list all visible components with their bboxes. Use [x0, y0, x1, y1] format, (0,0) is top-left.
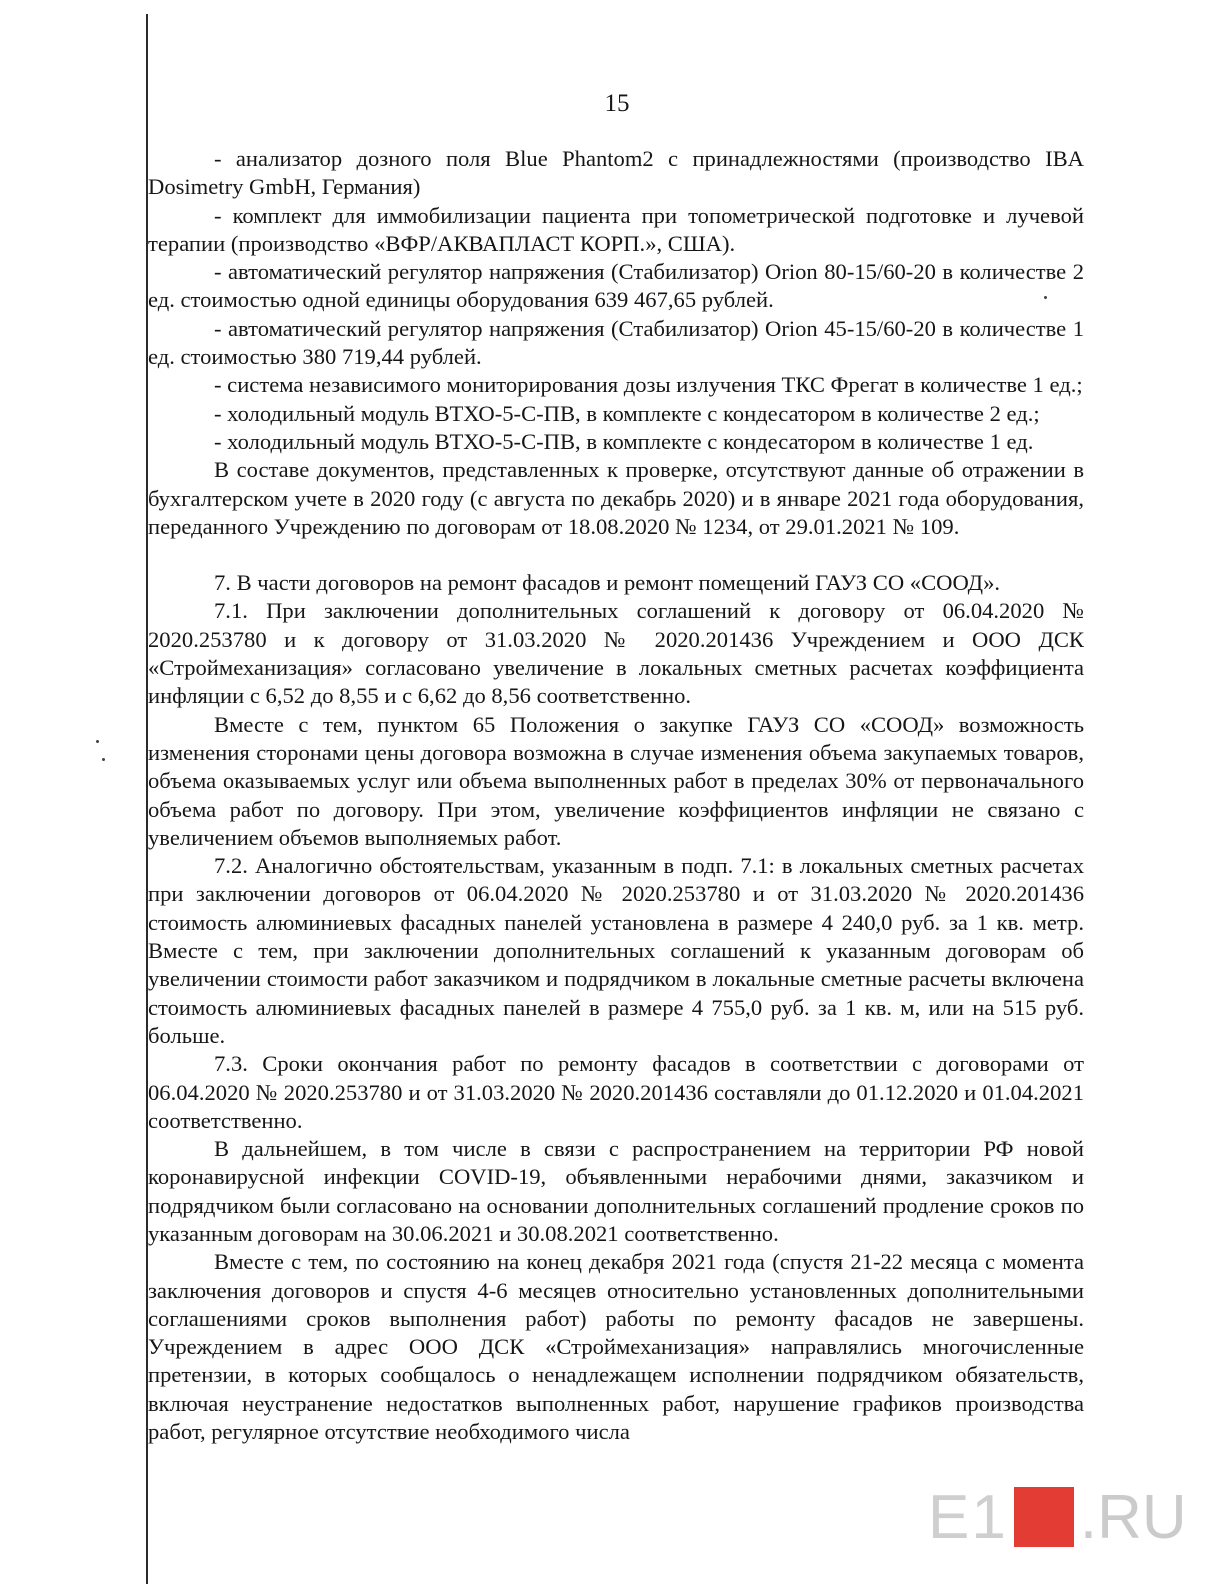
page-number: 15: [604, 90, 630, 117]
paragraph: Вместе с тем, пунктом 65 Положения о закупке ГАУЗ СО «СООД» возможность изменения сторонами цены договора возможна в случае изменения объема закупаемых товаров, объема оказываемых услуг или объема выполненных работ в пределах 30% от первоначального объема работ по договору. При этом, увеличение коэффициентов инфляции не связано с увеличением объемов выполняемых работ.: [148, 711, 1084, 850]
paragraph: - автоматический регулятор напряжения (Стабилизатор) Orion 45-15/60-20 в количестве 1 ед. стоимостью 380 719,44 рублей.: [148, 315, 1084, 370]
paragraph: 7.1. При заключении дополнительных соглашений к договору от 06.04.2020 № 2020.253780 и к договору от 31.03.2020 № 2020.201436 Учреждением и ООО ДСК «Строймеханизация» согласовано увеличение в локальных сметных расчетах коэффициента инфляции с 6,52 до 8,55 и с 6,62 до 8,56 соответственно.: [148, 598, 1084, 709]
paragraph: В дальнейшем, в том числе в связи с распространением на территории РФ новой коронавирусной инфекции COVID-19, объявленными нерабочими днями, заказчиком и подрядчиком были согласовано на основании дополнительных соглашений продление сроков по указанным договорам на 30.06.2021 и 30.08.2021 соответственно.: [148, 1136, 1084, 1246]
paragraph: - комплект для иммобилизации пациента при топометрической подготовке и лучевой терапии (производство «ВФР/АКВАПЛАСТ КОРП.», США).: [148, 202, 1084, 256]
paragraph: - анализатор дозного поля Blue Phantom2 с принадлежностями (производство IBA Dosimetry GmbH, Германия): [148, 146, 1084, 200]
paragraph: - холодильный модуль ВТХО-5-С-ПВ, в комплекте с кондесатором в количестве 1 ед.: [214, 428, 1034, 454]
paragraph: - система независимого мониторирования дозы излучения ТКС Фрегат в количестве 1 ед.;: [214, 372, 1083, 398]
document-body: [148, 145, 1084, 1446]
paragraph: 7.2. Аналогично обстоятельствам, указанным в подп. 7.1: в локальных сметных расчетах при заключении договоров от 06.04.2020 № 2020.253780 и от 31.03.2020 № 2020.201436 стоимость алюминиевых фасадных панелей установлена в размере 4 240,0 руб. за 1 кв. метр. Вместе с тем, при заключении дополнительных соглашений к указанным договорам об увеличении стоимости работ заказчиком и подрядчиком в локальные сметные расчеты включена стоимость алюминиевых фасадных панелей в размере 4 755,0 руб. за 1 кв. м, или на 515 руб. больше.: [148, 853, 1084, 1048]
scan-speck: [102, 758, 105, 761]
watermark-accent-square: [1014, 1487, 1074, 1547]
watermark-letters: E1: [928, 1482, 1008, 1552]
paragraph: - автоматический регулятор напряжения (Стабилизатор) Orion 80-15/60-20 в количестве 2 ед. стоимостью одной единицы оборудования 639 467,65 рублей.: [148, 259, 1084, 313]
watermark-domain: .RU: [1079, 1482, 1187, 1552]
paragraph: Вместе с тем, по состоянию на конец декабря 2021 года (спустя 21-22 месяца с момента заключения договоров и спустя 4-6 месяцев относительно установленных дополнительными соглашениями сроков выполнения работ) работы по ремонту фасадов не завершены. Учреждением в адрес ООО ДСК «Строймеханизация» направлялись многочисленные претензии, в которых сообщалось о ненадлежащем исполнении подрядчиком обязательств, включая неустранение недостатков выполненных работ, нарушение графиков производства работ, регулярное отсутствие необходимого числа: [148, 1249, 1084, 1445]
section-heading: 7. В части договоров на ремонт фасадов и ремонт помещений ГАУЗ СО «СООД».: [214, 570, 1001, 596]
scan-speck: [96, 740, 99, 743]
watermark-logo: [928, 1472, 1188, 1562]
paragraph: - холодильный модуль ВТХО-5-С-ПВ, в комплекте с кондесатором в количестве 2 ед.;: [214, 400, 1040, 426]
paragraph: 7.3. Сроки окончания работ по ремонту фасадов в соответствии с договорами от 06.04.2020 № 2020.253780 и от 31.03.2020 № 2020.201436 составляли до 01.12.2020 и 01.04.2021 соответственно.: [148, 1051, 1084, 1133]
paragraph: В составе документов, представленных к проверке, отсутствуют данные об отражении в бухгалтерском учете в 2020 году (с августа по декабрь 2020) и в январе 2021 года оборудования, переданного Учреждению по договорам от 18.08.2020 № 1234, от 29.01.2021 № 109.: [148, 457, 1084, 539]
